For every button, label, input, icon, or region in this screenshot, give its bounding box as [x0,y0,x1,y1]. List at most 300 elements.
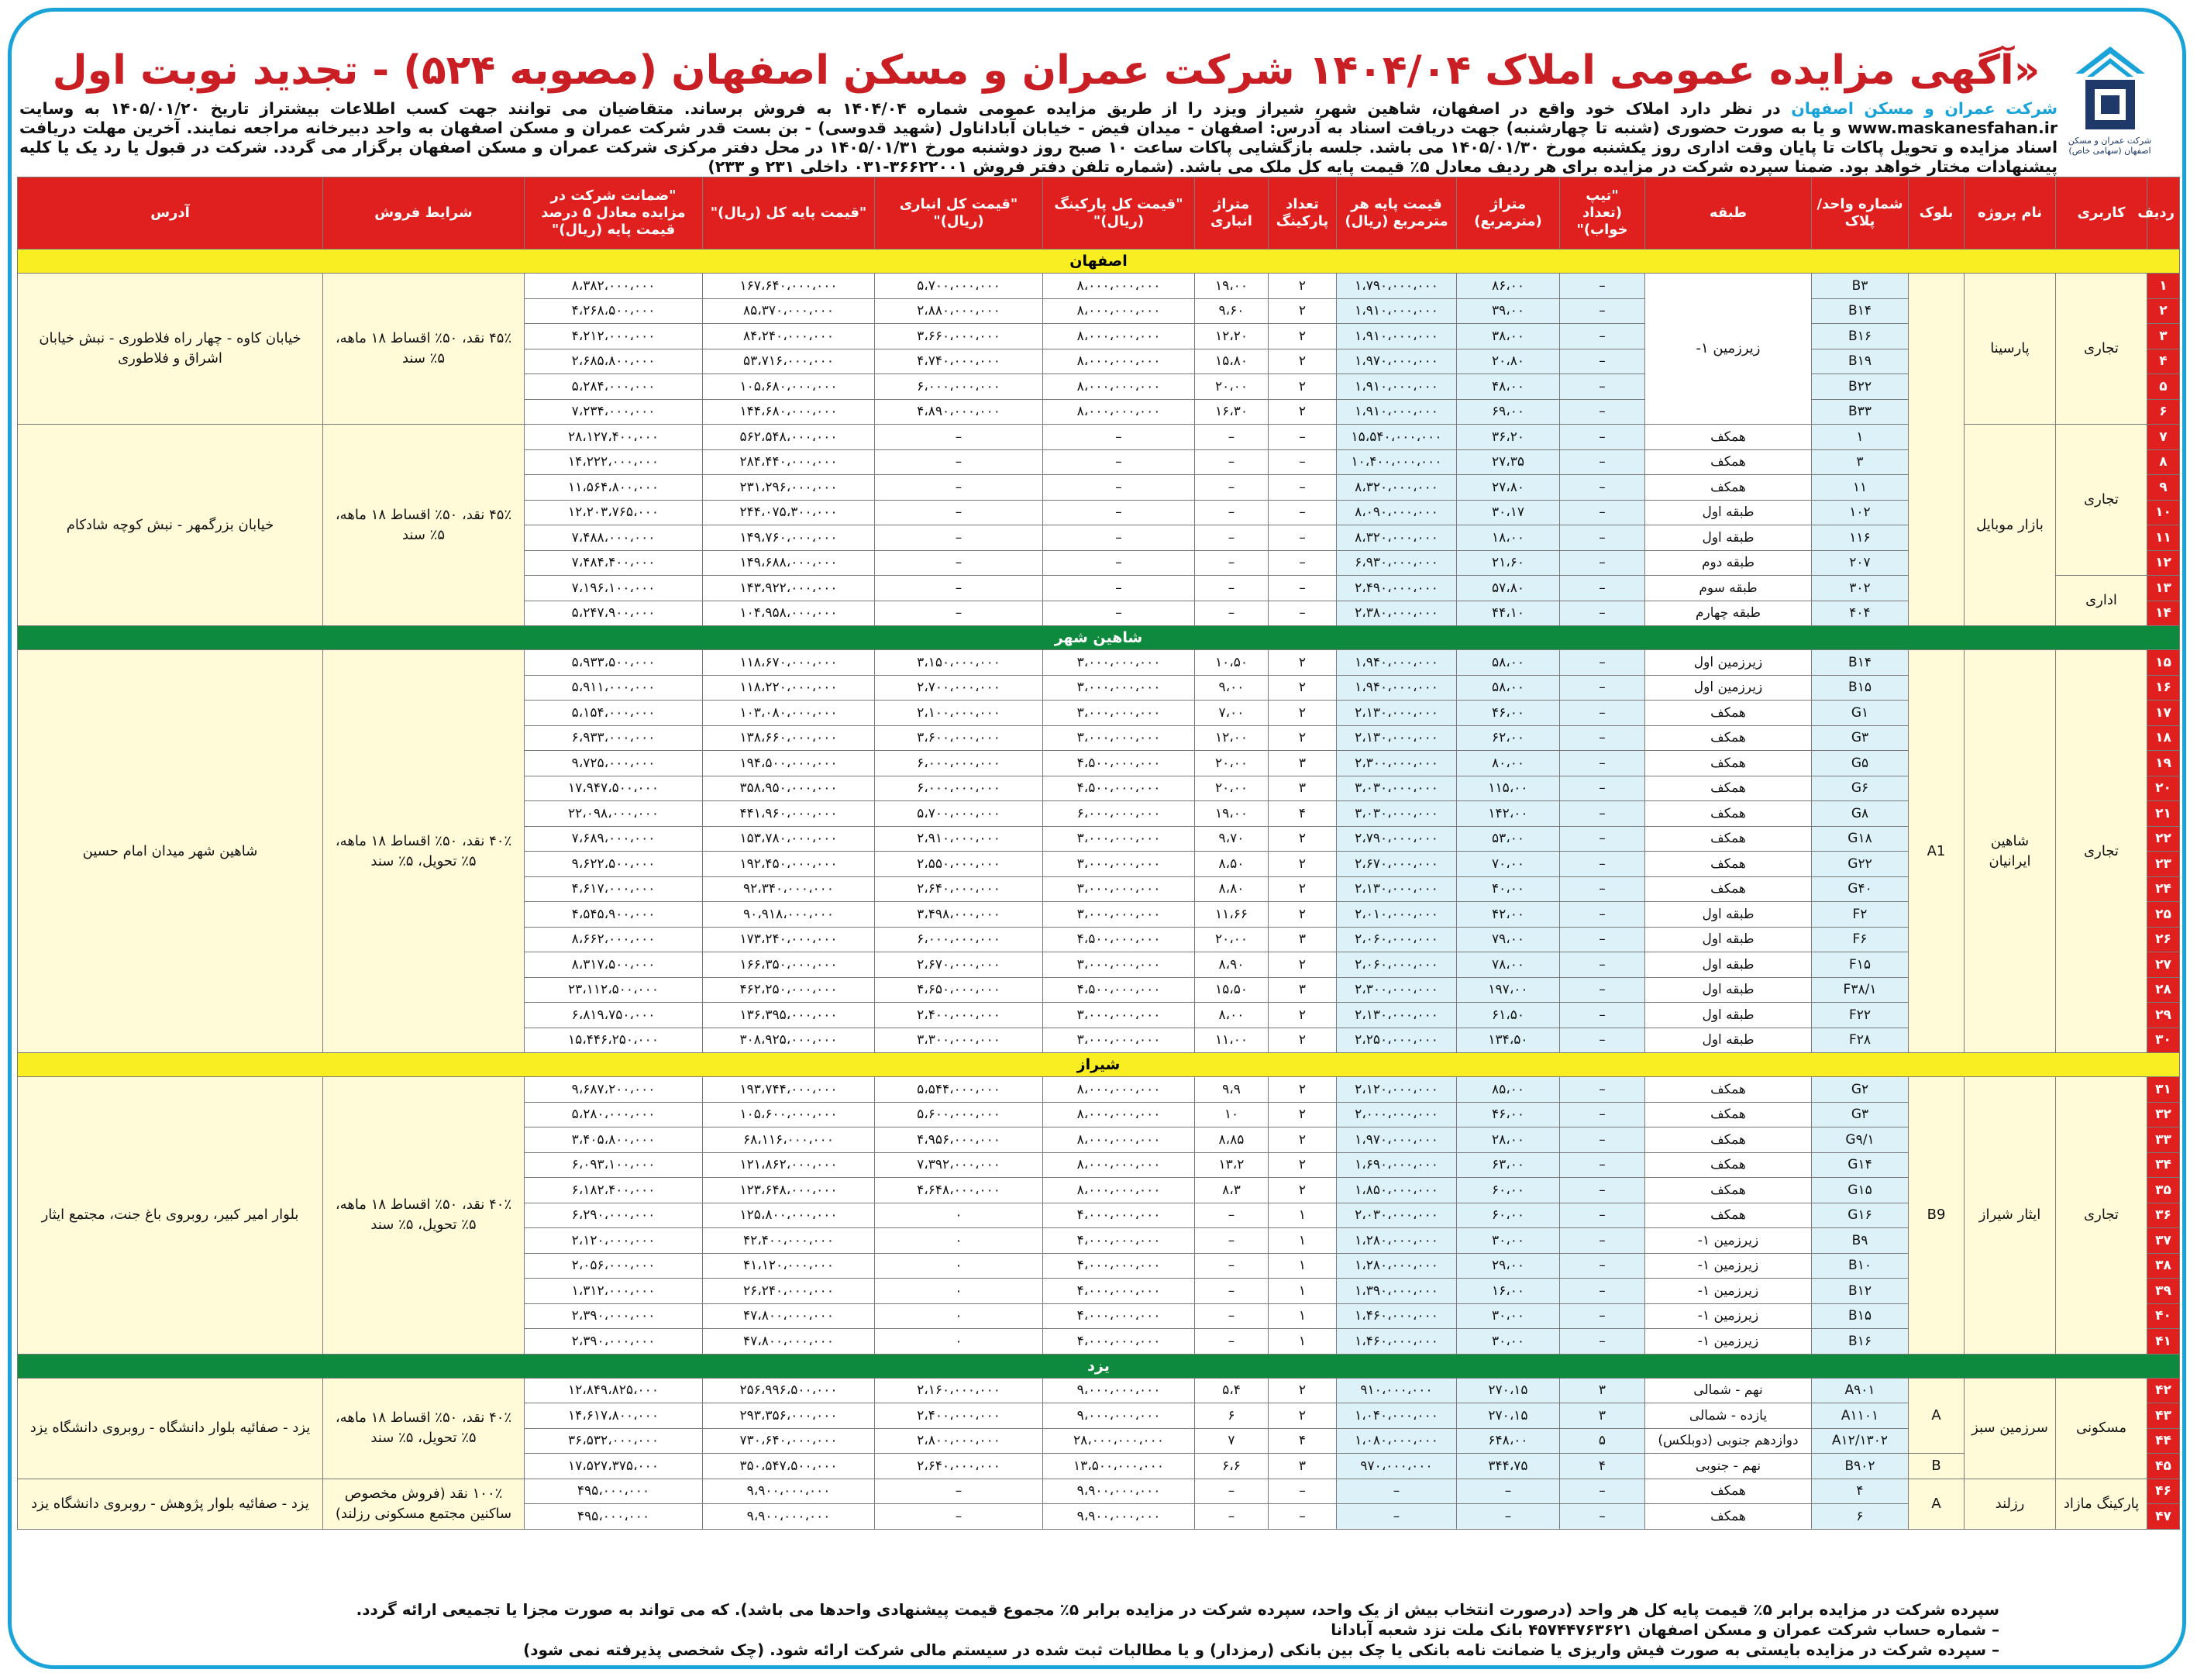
bedrooms: – [1560,274,1645,299]
bedrooms: – [1560,475,1645,501]
parking-price: ۸،۰۰۰،۰۰۰،۰۰۰ [1043,1152,1195,1178]
deposit: ۲،۱۲۰،۰۰۰،۰۰۰ [525,1228,703,1254]
deposit: ۸،۳۱۷،۵۰۰،۰۰۰ [525,952,703,978]
storage-area: – [1195,500,1269,525]
storage-price: – [875,576,1043,601]
unit-number: A۱۱۰۱ [1812,1403,1909,1429]
parking-price: ۸،۰۰۰،۰۰۰،۰۰۰ [1043,349,1195,374]
bedrooms: ۳ [1560,1378,1645,1403]
parking-count: ۱ [1269,1329,1337,1355]
parking-price: ۴،۰۰۰،۰۰۰،۰۰۰ [1043,1303,1195,1329]
area: ۵۳،۰۰ [1457,826,1560,852]
parking-price: ۸،۰۰۰،۰۰۰،۰۰۰ [1043,1102,1195,1127]
storage-price: – [875,525,1043,551]
deposit: ۴،۶۱۷،۰۰۰،۰۰۰ [525,876,703,902]
storage-area: ۲۰،۰۰ [1195,776,1269,801]
row-number: ۴ [2147,349,2180,374]
sale-terms: ۴۵٪ نقد، ۵۰٪ اقساط ۱۸ ماهه، ۵٪ سند [323,274,525,425]
parking-price: ۳،۰۰۰،۰۰۰،۰۰۰ [1043,852,1195,877]
area: ۵۸،۰۰ [1457,675,1560,701]
unit-number: G۶ [1812,776,1909,801]
row-number: ۲۰ [2147,776,2180,801]
column-header: "قیمت پایه کل (ریال)" [703,177,875,250]
unit-number: G۱۸ [1812,826,1909,852]
storage-price: ۲،۶۴۰،۰۰۰،۰۰۰ [875,876,1043,902]
storage-price: – [875,449,1043,475]
floor: طبقه اول [1645,500,1812,525]
parking-count: ۴ [1269,1428,1337,1454]
storage-area: ۸،۸۰ [1195,876,1269,902]
row-number: ۳۸ [2147,1253,2180,1279]
parking-count: ۱ [1269,1203,1337,1228]
storage-area: ۱۲،۰۰ [1195,725,1269,751]
parking-count: ۲ [1269,274,1337,299]
deposit: ۴،۵۴۵،۹۰۰،۰۰۰ [525,902,703,928]
storage-area: ۱۹،۰۰ [1195,801,1269,827]
total-price: ۴۱،۱۲۰،۰۰۰،۰۰۰ [703,1253,875,1279]
price-per-m2: ۱،۹۱۰،۰۰۰،۰۰۰ [1337,374,1457,400]
table-row [18,1378,2180,1403]
deposit: ۱۲،۸۴۹،۸۲۵،۰۰۰ [525,1378,703,1403]
parking-count: ۲ [1269,675,1337,701]
note-line: – سپرده شرکت در مزایده بایستی به صورت فیش واریزی یا ضمانت نامه بانکی یا چک بین بانکی (رمزدار) و یا مطالبات ثبت شده در سیستم مالی شرکت ارائه شود. (چک شخصی پذیرفته نمی شود) [523,1640,1999,1659]
deposit: ۳۶،۵۳۲،۰۰۰،۰۰۰ [525,1428,703,1454]
floor: همکف [1645,725,1812,751]
parking-count: ۲ [1269,852,1337,877]
bedrooms: – [1560,1028,1645,1053]
parking-price: ۸،۰۰۰،۰۰۰،۰۰۰ [1043,1077,1195,1103]
bedrooms: – [1560,977,1645,1003]
floor: طبقه اول [1645,1003,1812,1028]
deposit: ۴۹۵،۰۰۰،۰۰۰ [525,1504,703,1530]
total-price: ۱۹۴،۵۰۰،۰۰۰،۰۰۰ [703,751,875,776]
parking-count: ۱ [1269,1228,1337,1254]
price-per-m2: ۲،۰۶۰،۰۰۰،۰۰۰ [1337,952,1457,978]
parking-count: ۲ [1269,826,1337,852]
price-per-m2: ۱،۲۸۰،۰۰۰،۰۰۰ [1337,1228,1457,1254]
storage-price: ۳،۳۰۰،۰۰۰،۰۰۰ [875,1028,1043,1053]
storage-area: ۶،۶ [1195,1454,1269,1479]
parking-count: ۲ [1269,876,1337,902]
floor: طبقه اول [1645,927,1812,952]
storage-price: ۶،۰۰۰،۰۰۰،۰۰۰ [875,776,1043,801]
row-number: ۲۷ [2147,952,2180,978]
floor: زیرزمین ۱- [1645,1279,1812,1304]
floor: طبقه اول [1645,952,1812,978]
bedrooms: – [1560,1152,1645,1178]
storage-area: – [1195,1203,1269,1228]
unit-number: F۱۵ [1812,952,1909,978]
storage-area: ۱۵،۵۰ [1195,977,1269,1003]
unit-number: B۱۹ [1812,349,1909,374]
project-name: سرزمین سبز [1965,1378,2056,1479]
deposit: ۹،۶۸۷،۲۰۰،۰۰۰ [525,1077,703,1103]
total-price: ۱۲۱،۸۶۲،۰۰۰،۰۰۰ [703,1152,875,1178]
storage-price: ۲،۸۰۰،۰۰۰،۰۰۰ [875,1428,1043,1454]
area: ۳۰،۰۰ [1457,1303,1560,1329]
parking-price: ۳،۰۰۰،۰۰۰،۰۰۰ [1043,826,1195,852]
storage-area: ۱۵،۸۰ [1195,349,1269,374]
total-price: ۹،۹۰۰،۰۰۰،۰۰۰ [703,1504,875,1530]
region-band [18,250,2180,274]
deposit: ۴،۲۱۲،۰۰۰،۰۰۰ [525,324,703,349]
storage-area: ۸،۵۰ [1195,852,1269,877]
unit-number: B۱۶ [1812,324,1909,349]
deposit: ۵،۲۸۴،۰۰۰،۰۰۰ [525,374,703,400]
row-number: ۱ [2147,274,2180,299]
total-price: ۲۶،۲۴۰،۰۰۰،۰۰۰ [703,1279,875,1304]
area: ۴۶،۰۰ [1457,1102,1560,1127]
bedrooms: – [1560,1228,1645,1254]
deposit: ۷،۶۸۹،۰۰۰،۰۰۰ [525,826,703,852]
parking-price: ۶،۰۰۰،۰۰۰،۰۰۰ [1043,801,1195,827]
storage-area: ۷ [1195,1428,1269,1454]
storage-area: ۹،۹ [1195,1077,1269,1103]
storage-area: ۱۹،۰۰ [1195,274,1269,299]
total-price: ۷۳۰،۶۴۰،۰۰۰،۰۰۰ [703,1428,875,1454]
area: ۸۰،۰۰ [1457,751,1560,776]
area: – [1457,1504,1560,1530]
deposit: ۳،۴۰۵،۸۰۰،۰۰۰ [525,1127,703,1153]
bedrooms: – [1560,725,1645,751]
floor: زیرزمین ۱- [1645,274,1812,425]
price-per-m2: ۱،۸۵۰،۰۰۰،۰۰۰ [1337,1178,1457,1203]
bedrooms: – [1560,927,1645,952]
bedrooms: – [1560,576,1645,601]
storage-area: – [1195,525,1269,551]
row-number: ۲۹ [2147,1003,2180,1028]
area: ۷۸،۰۰ [1457,952,1560,978]
parking-price: ۸،۰۰۰،۰۰۰،۰۰۰ [1043,1178,1195,1203]
storage-area: – [1195,449,1269,475]
parking-price: ۸،۰۰۰،۰۰۰،۰۰۰ [1043,324,1195,349]
parking-count: – [1269,550,1337,576]
floor: همکف [1645,475,1812,501]
area: ۶۳،۰۰ [1457,1152,1560,1178]
storage-price: ۳،۶۶۰،۰۰۰،۰۰۰ [875,324,1043,349]
column-header: "تیپ (تعداد خواب)" [1560,177,1645,250]
storage-area: ۱۶،۳۰ [1195,399,1269,425]
floor: نهم - شمالی [1645,1378,1812,1403]
area: ۳۸،۰۰ [1457,324,1560,349]
parking-count: ۲ [1269,902,1337,928]
parking-count: ۲ [1269,324,1337,349]
total-price: ۲۵۶،۹۹۶،۵۰۰،۰۰۰ [703,1378,875,1403]
deposit: ۵،۱۵۴،۰۰۰،۰۰۰ [525,701,703,726]
block [1909,274,1965,626]
storage-price: ۰ [875,1279,1043,1304]
deposit: ۱۱،۵۶۴،۸۰۰،۰۰۰ [525,475,703,501]
area: ۳۴۴،۷۵ [1457,1454,1560,1479]
address: شاهین شهر میدان امام حسین [18,650,323,1053]
storage-price: ۵،۶۰۰،۰۰۰،۰۰۰ [875,1102,1043,1127]
deposit: ۱۴،۲۲۲،۰۰۰،۰۰۰ [525,449,703,475]
price-per-m2: ۱،۷۹۰،۰۰۰،۰۰۰ [1337,274,1457,299]
unit-number: G۳ [1812,725,1909,751]
unit-number: B۳۳ [1812,399,1909,425]
price-per-m2: ۱،۰۸۰،۰۰۰،۰۰۰ [1337,1428,1457,1454]
floor: همکف [1645,876,1812,902]
area: ۲۷۰،۱۵ [1457,1378,1560,1403]
storage-price: ۶،۰۰۰،۰۰۰،۰۰۰ [875,751,1043,776]
bedrooms: – [1560,349,1645,374]
unit-number: G۲ [1812,1077,1909,1103]
row-number: ۹ [2147,475,2180,501]
parking-price: ۳،۰۰۰،۰۰۰،۰۰۰ [1043,1003,1195,1028]
storage-area: – [1195,1329,1269,1355]
row-number: ۳ [2147,324,2180,349]
deposit: ۱،۳۱۲،۰۰۰،۰۰۰ [525,1279,703,1304]
row-number: ۱۰ [2147,500,2180,525]
total-price: ۲۴۴،۰۷۵،۳۰۰،۰۰۰ [703,500,875,525]
sale-terms: ۴۵٪ نقد، ۵۰٪ اقساط ۱۸ ماهه، ۵٪ سند [323,425,525,626]
deposit: ۷،۴۸۴،۴۰۰،۰۰۰ [525,550,703,576]
storage-price: ۳،۶۰۰،۰۰۰،۰۰۰ [875,725,1043,751]
parking-price: ۴،۰۰۰،۰۰۰،۰۰۰ [1043,1279,1195,1304]
total-price: ۹۲،۳۴۰،۰۰۰،۰۰۰ [703,876,875,902]
floor: همکف [1645,1127,1812,1153]
storage-area: ۶ [1195,1403,1269,1429]
total-price: ۱۹۳،۷۴۴،۰۰۰،۰۰۰ [703,1077,875,1103]
floor: همکف [1645,1504,1812,1530]
price-per-m2: – [1337,1504,1457,1530]
price-per-m2: ۲،۱۳۰،۰۰۰،۰۰۰ [1337,1003,1457,1028]
parking-price: – [1043,425,1195,450]
parking-count: ۳ [1269,927,1337,952]
parking-count: ۲ [1269,952,1337,978]
bedrooms: – [1560,1279,1645,1304]
storage-area: ۱۱،۶۶ [1195,902,1269,928]
row-number: ۴۶ [2147,1479,2180,1504]
table-row [18,1479,2180,1504]
storage-area: ۸،۹۰ [1195,952,1269,978]
total-price: ۲۹۳،۳۵۶،۰۰۰،۰۰۰ [703,1403,875,1429]
parking-count: ۲ [1269,1102,1337,1127]
total-price: ۱۴۹،۶۸۸،۰۰۰،۰۰۰ [703,550,875,576]
area: – [1457,1479,1560,1504]
region-band [18,1354,2180,1378]
unit-number: G۵ [1812,751,1909,776]
row-number: ۱۵ [2147,650,2180,676]
total-price: ۱۹۲،۴۵۰،۰۰۰،۰۰۰ [703,852,875,877]
storage-price: ۳،۴۹۸،۰۰۰،۰۰۰ [875,902,1043,928]
total-price: ۱۱۸،۶۷۰،۰۰۰،۰۰۰ [703,650,875,676]
unit-number: G۳ [1812,1102,1909,1127]
parking-price: ۸،۰۰۰،۰۰۰،۰۰۰ [1043,298,1195,324]
column-header: "قیمت کل پارکینگ (ریال)" [1043,177,1195,250]
bedrooms: – [1560,826,1645,852]
parking-count: – [1269,500,1337,525]
floor: زیرزمین ۱- [1645,1253,1812,1279]
storage-price: – [875,425,1043,450]
parking-price: – [1043,550,1195,576]
parking-price: – [1043,601,1195,626]
address: خیابان کاوه - چهار راه فلاطوری - نبش خیابان اشراق و فلاطوری [18,274,323,425]
storage-area: – [1195,425,1269,450]
area: ۶۱،۵۰ [1457,1003,1560,1028]
parking-price: ۳،۰۰۰،۰۰۰،۰۰۰ [1043,701,1195,726]
column-header: "قیمت کل انباری (ریال)" [875,177,1043,250]
price-per-m2: ۲،۴۹۰،۰۰۰،۰۰۰ [1337,576,1457,601]
unit-number: G۴۰ [1812,876,1909,902]
deposit: ۴،۲۶۸،۵۰۰،۰۰۰ [525,298,703,324]
deposit: ۱۷،۹۴۷،۵۰۰،۰۰۰ [525,776,703,801]
intro-text: در نظر دارد املاک خود واقع در اصفهان، شاهین شهر، شیراز ویزد را از طریق مزایده عمومی شماره ۱۴۰۴/۰۴ به فروش برساند. متقاضیان می توانند جهت کسب اطلاعات بیشتراز تاریخ ۱۴۰۵/۰۱/۲۰ به وسایت www.maskanesfahan.ir و یا به صورت حضوری (شنبه تا چهارشنبه) جهت دریافت اسناد به آدرس: اصفهان - میدان فیض - خیابان آباداناول (شهید قدوسی) - بن بست قدر شرکت عمران و مسکن اصفهان به واحد دبیرخانه مراجعه نمایند. آخرین مهلت دریافت اسناد مزایده و تحویل پاکات تا پایان وقت اداری روز یکشنبه مورخ ۱۴۰۵/۰۱/۳۰ می باشد. جلسه بازگشایی پاکات ساعت ۱۰ صبح روز دوشنبه مورخ ۱۴۰۵/۰۱/۳۱ در محل دفتر مرکزی شرکت عمران و مسکن اصفهان برگزار می گردد. شرکت در قبول یا رد یک یا کلیه پیشنهادات مختار خواهد بود. ضمنا سپرده شرکت در مزایده برای هر ردیف معادل ۵٪ قیمت پایه کل ملک می باشد. (شماره تلفن دفتر فروش ۳۶۶۲۲۰۰۱-۰۳۱ داخلی ۲۳۱ و ۲۳۳) [19,99,2058,176]
area: ۸۶،۰۰ [1457,274,1560,299]
deposit: ۸،۶۶۲،۰۰۰،۰۰۰ [525,927,703,952]
parking-count: – [1269,1504,1337,1530]
storage-price: – [875,1479,1043,1504]
total-price: ۱۲۳،۶۴۸،۰۰۰،۰۰۰ [703,1178,875,1203]
unit-number: A۱۲/۱۳۰۲ [1812,1428,1909,1454]
usage: پارکینگ مازاد [2056,1479,2147,1529]
area: ۱۱۵،۰۰ [1457,776,1560,801]
area: ۱۳۴،۵۰ [1457,1028,1560,1053]
project-name: بازار موبایل [1965,425,2056,626]
bedrooms: – [1560,1178,1645,1203]
unit-number: ۶ [1812,1504,1909,1530]
area: ۳۰،۰۰ [1457,1329,1560,1355]
column-header: بلوک [1909,177,1965,250]
total-price: ۲۸۴،۴۴۰،۰۰۰،۰۰۰ [703,449,875,475]
parking-price: ۳،۰۰۰،۰۰۰،۰۰۰ [1043,902,1195,928]
column-header: ردیف [2147,177,2180,250]
storage-area: ۲۰،۰۰ [1195,927,1269,952]
unit-number: ۱۱۶ [1812,525,1909,551]
price-per-m2: ۳،۰۳۰،۰۰۰،۰۰۰ [1337,776,1457,801]
deposit: ۷،۴۸۸،۰۰۰،۰۰۰ [525,525,703,551]
area: ۱۸،۰۰ [1457,525,1560,551]
parking-price: – [1043,500,1195,525]
deposit: ۲،۳۹۰،۰۰۰،۰۰۰ [525,1329,703,1355]
floor: همکف [1645,425,1812,450]
unit-number: B۱۵ [1812,675,1909,701]
parking-price: ۴،۵۰۰،۰۰۰،۰۰۰ [1043,751,1195,776]
parking-count: – [1269,425,1337,450]
row-number: ۱۷ [2147,701,2180,726]
floor: همکف [1645,449,1812,475]
deposit: ۱۴،۶۱۷،۸۰۰،۰۰۰ [525,1403,703,1429]
floor: همکف [1645,1178,1812,1203]
parking-count: ۳ [1269,1454,1337,1479]
parking-count: ۲ [1269,1403,1337,1429]
floor: همکف [1645,1152,1812,1178]
storage-price: – [875,475,1043,501]
parking-count: ۲ [1269,1028,1337,1053]
area: ۲۱،۶۰ [1457,550,1560,576]
parking-count: – [1269,475,1337,501]
floor: طبقه سوم [1645,576,1812,601]
bedrooms: – [1560,650,1645,676]
row-number: ۲۱ [2147,801,2180,827]
parking-count: – [1269,525,1337,551]
storage-area: – [1195,1303,1269,1329]
total-price: ۹،۹۰۰،۰۰۰،۰۰۰ [703,1479,875,1504]
deposit: ۱۵،۴۴۶،۲۵۰،۰۰۰ [525,1028,703,1053]
column-header: متراژ (مترمربع) [1457,177,1560,250]
price-per-m2: ۲،۰۳۰،۰۰۰،۰۰۰ [1337,1203,1457,1228]
footer-notes [23,1599,1999,1660]
storage-price: ۰ [875,1253,1043,1279]
deposit: ۶،۸۱۹،۷۵۰،۰۰۰ [525,1003,703,1028]
area: ۲۹،۰۰ [1457,1253,1560,1279]
total-price: ۶۸،۱۱۶،۰۰۰،۰۰۰ [703,1127,875,1153]
row-number: ۳۲ [2147,1102,2180,1127]
deposit: ۲،۰۵۶،۰۰۰،۰۰۰ [525,1253,703,1279]
row-number: ۱۶ [2147,675,2180,701]
parking-count: ۲ [1269,298,1337,324]
column-header: نام پروژه [1965,177,2056,250]
storage-area: – [1195,550,1269,576]
total-price: ۱۰۴،۹۵۸،۰۰۰،۰۰۰ [703,601,875,626]
storage-price: – [875,1504,1043,1530]
sale-terms: ۱۰۰٪ نقد (فروش مخصوص ساکنین مجتمع مسکونی رزلند) [323,1479,525,1529]
logo-caption: شرکت عمران و مسکن اصفهان (سهامی خاص) [2068,136,2152,156]
row-number: ۸ [2147,449,2180,475]
parking-count: ۲ [1269,701,1337,726]
parking-count: ۱ [1269,1253,1337,1279]
bedrooms: – [1560,852,1645,877]
storage-price: ۶،۰۰۰،۰۰۰،۰۰۰ [875,374,1043,400]
parking-count: – [1269,1479,1337,1504]
total-price: ۸۵،۳۷۰،۰۰۰،۰۰۰ [703,298,875,324]
area: ۳۹،۰۰ [1457,298,1560,324]
total-price: ۱۴۴،۶۸۰،۰۰۰،۰۰۰ [703,399,875,425]
price-per-m2: ۱،۰۴۰،۰۰۰،۰۰۰ [1337,1403,1457,1429]
row-number: ۴۷ [2147,1504,2180,1530]
total-price: ۱۴۳،۹۲۲،۰۰۰،۰۰۰ [703,576,875,601]
unit-number: G۸ [1812,801,1909,827]
storage-price: ۲،۷۰۰،۰۰۰،۰۰۰ [875,675,1043,701]
column-header: تعداد پارکینگ [1269,177,1337,250]
bedrooms: – [1560,902,1645,928]
deposit: ۶،۰۹۳،۱۰۰،۰۰۰ [525,1152,703,1178]
floor: طبقه دوم [1645,550,1812,576]
bedrooms: ۳ [1560,1403,1645,1429]
price-per-m2: ۶،۹۳۰،۰۰۰،۰۰۰ [1337,550,1457,576]
unit-number: F۳۸/۱ [1812,977,1909,1003]
parking-count: ۲ [1269,374,1337,400]
area: ۶۰،۰۰ [1457,1178,1560,1203]
area: ۳۰،۰۰ [1457,1228,1560,1254]
parking-price: ۸،۰۰۰،۰۰۰،۰۰۰ [1043,1127,1195,1153]
floor: طبقه اول [1645,525,1812,551]
bedrooms: – [1560,500,1645,525]
floor: همکف [1645,1203,1812,1228]
total-price: ۱۷۳،۲۴۰،۰۰۰،۰۰۰ [703,927,875,952]
unit-number: B۱۶ [1812,1329,1909,1355]
storage-area: ۹،۰۰ [1195,675,1269,701]
address: بلوار امیر کبیر، روبروی باغ جنت، مجتمع ایثار [18,1077,323,1355]
region-label: یزد [18,1354,2180,1378]
region-label: شاهین شهر [18,626,2180,650]
area: ۱۹۷،۰۰ [1457,977,1560,1003]
column-header: کاربری [2056,177,2147,250]
row-number: ۶ [2147,399,2180,425]
floor: همکف [1645,1102,1812,1127]
bedrooms: – [1560,1203,1645,1228]
project-name: شاهین ایرانیان [1965,650,2056,1053]
storage-area: – [1195,475,1269,501]
storage-price: ۲،۴۰۰،۰۰۰،۰۰۰ [875,1003,1043,1028]
row-number: ۲۲ [2147,826,2180,852]
parking-count: ۳ [1269,776,1337,801]
parking-price: ۳،۰۰۰،۰۰۰،۰۰۰ [1043,1028,1195,1053]
deposit: ۴۹۵،۰۰۰،۰۰۰ [525,1479,703,1504]
table-row [18,1077,2180,1103]
announcement-title: «آگهی مزایده عمومی املاک ۱۴۰۴/۰۴ شرکت عمران و مسکن اصفهان (مصوبه ۵۲۴) - تجدید نوبت اول [52,47,2040,94]
storage-price: ۴،۶۴۸،۰۰۰،۰۰۰ [875,1178,1043,1203]
